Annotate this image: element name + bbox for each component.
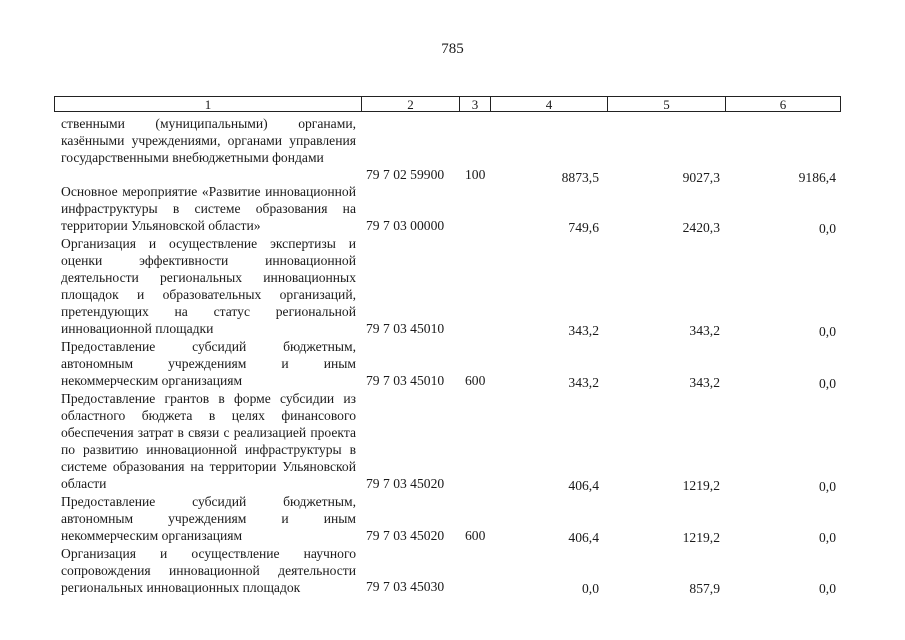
row-value-col6: 0,0 [819,479,836,494]
row-code: 79 7 03 45020 [366,476,445,491]
column-header-1: 1 [54,96,362,112]
row-value-col6: 0,0 [819,221,836,236]
row-value-col6: 0,0 [819,530,836,545]
row-description: Предоставление субсидий бюджетным, автономным учреждениям и иным некоммерческим организациям [61,494,356,544]
row-value-col4: 343,2 [568,375,599,390]
row-description: Организация и осуществление экспертизы и оценки эффективности инновационной деятельности региональных инновационных площадок и образовательных организаций, претендующих на статус региональной инновационной площадки [61,236,356,337]
row-value-col6: 9186,4 [798,170,836,185]
row-value-col4: 749,6 [568,220,599,235]
column-header-4: 4 [490,96,608,112]
column-header-5: 5 [607,96,726,112]
row-value-col6: 0,0 [819,376,836,391]
row-value-col6: 0,0 [819,324,836,339]
row-value-col4: 406,4 [568,478,599,493]
row-value-col4: 343,2 [568,323,599,338]
row-description: Организация и осуществление научного сопровождения инновационной деятельности региональных инновационных площадок [61,546,356,596]
row-value-col5: 2420,3 [682,220,720,235]
row-expense-type: 100 [465,167,486,182]
column-header-2: 2 [361,96,460,112]
row-value-col4: 8873,5 [561,170,599,185]
row-expense-type: 600 [465,373,486,388]
row-code: 79 7 03 45030 [366,579,445,594]
row-value-col4: 0,0 [582,581,599,596]
row-code: 79 7 03 00000 [366,218,445,233]
column-header-6: 6 [725,96,841,112]
row-description: ственными (муниципальными) органами, казёнными учреждениями, органами управления государственными внебюджетными фондами [61,116,356,166]
page-number: 785 [441,41,464,57]
row-value-col5: 1219,2 [682,478,720,493]
row-value-col4: 406,4 [568,530,599,545]
row-expense-type: 600 [465,528,486,543]
column-header-3: 3 [459,96,491,112]
row-code: 79 7 03 45010 [366,373,445,388]
row-value-col5: 343,2 [689,323,720,338]
row-description: Предоставление субсидий бюджетным, автономным учреждениям и иным некоммерческим организациям [61,339,356,389]
row-value-col5: 9027,3 [682,170,720,185]
row-code: 79 7 03 45020 [366,528,445,543]
row-value-col5: 857,9 [689,581,720,596]
row-code: 79 7 02 59900 [366,167,445,182]
row-description: Предоставление грантов в форме субсидии из областного бюджета в целях финансового обеспечения затрат в связи с реализацией проекта по развитию инновационной инфраструктуры в системе образования на территории Ульяновской области [61,391,356,492]
row-value-col6: 0,0 [819,581,836,596]
row-value-col5: 343,2 [689,375,720,390]
row-value-col5: 1219,2 [682,530,720,545]
row-code: 79 7 03 45010 [366,321,445,336]
row-description: Основное мероприятие «Развитие инновационной инфраструктуры в системе образования на территории Ульяновской области» [61,184,356,234]
